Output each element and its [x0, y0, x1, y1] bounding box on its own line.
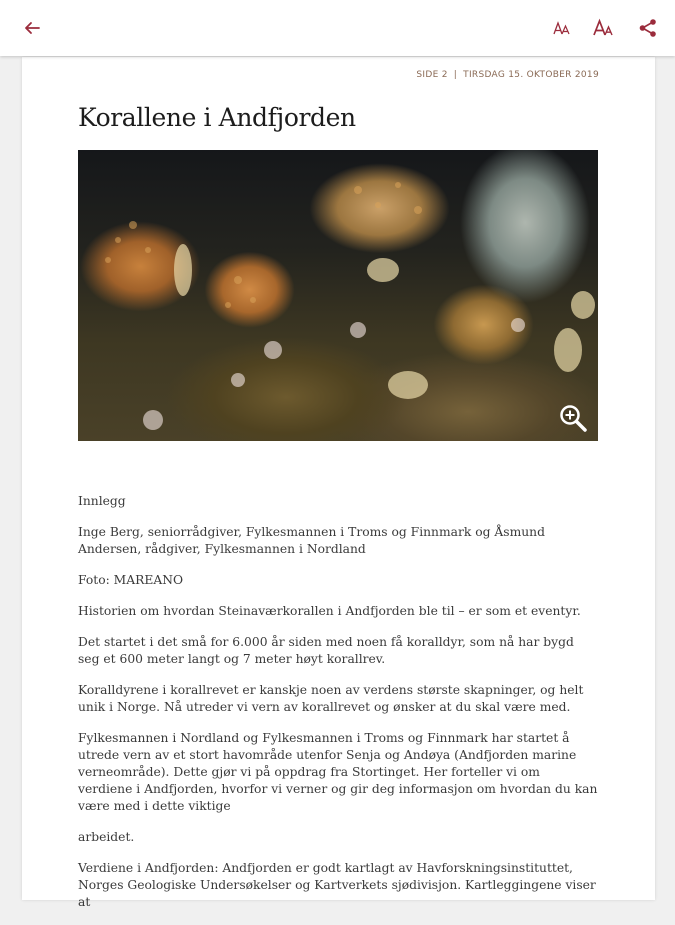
page-number: SIDE 2 — [416, 70, 448, 80]
paragraph: arbeidet. — [78, 830, 135, 844]
share-icon — [638, 18, 658, 38]
increase-font-button[interactable] — [587, 0, 623, 56]
font-size-decrease-icon — [552, 18, 574, 38]
paragraph: Fylkesmannen i Nordland og Fylkesmannen i Troms og Finnmark har startet å utrede vern av et stort havområde utenfor Senja og Andøya (Andfjorden marine verneområde). Dette gjør vi på oppdrag fra Stortinget. Her forteller vi om verdiene i Andfjorden, hvorfor vi verner og gir deg informasjon om hvordan du kan være med i dette viktige — [78, 731, 598, 813]
zoom-in-icon[interactable] — [558, 403, 588, 433]
paragraph: Verdiene i Andfjorden: Andfjorden er godt kartlagt av Havforskningsinstituttet, Norges Geologiske Undersøkelser og Kartverkets sjødivisjon. Kartleggingene viser at — [78, 861, 596, 909]
article-body — [78, 493, 598, 925]
paragraph: Koralldyrene i korallrevet er kanskje noen av verdens største skapninger, og helt unik i Norge. Nå utreder vi vern av korallrevet og ønsker at du skal være med. — [78, 683, 584, 714]
paragraph: Det startet i det små for 6.000 år siden med noen få koralldyr, som nå har bygd seg et 600 meter langt og 7 meter høyt korallrev. — [78, 635, 574, 666]
coral-photo-illustration — [78, 150, 598, 441]
article-page — [22, 57, 655, 909]
article-photo[interactable] — [78, 150, 598, 441]
paragraph: Innlegg — [78, 494, 126, 508]
share-button[interactable] — [628, 0, 668, 56]
decrease-font-button[interactable] — [545, 0, 581, 56]
paragraph: Inge Berg, seniorrådgiver, Fylkesmannen i Troms og Finnmark og Åsmund Andersen, rådgiver, Fylkesmannen i Nordland — [78, 525, 545, 556]
top-app-bar — [0, 0, 675, 56]
paragraph: Historien om hvordan Steinaværkorallen i Andfjorden ble til – er som et eventyr. — [78, 604, 581, 618]
publish-date: TIRSDAG 15. OKTOBER 2019 — [463, 70, 599, 80]
meta-separator: | — [453, 70, 458, 80]
arrow-left-icon — [23, 19, 41, 37]
back-button[interactable] — [12, 0, 52, 56]
article-meta — [416, 70, 599, 80]
article-title: Korallene i Andfjorden — [78, 103, 356, 132]
font-size-increase-icon — [593, 18, 617, 38]
paragraph: Foto: MAREANO — [78, 573, 184, 587]
